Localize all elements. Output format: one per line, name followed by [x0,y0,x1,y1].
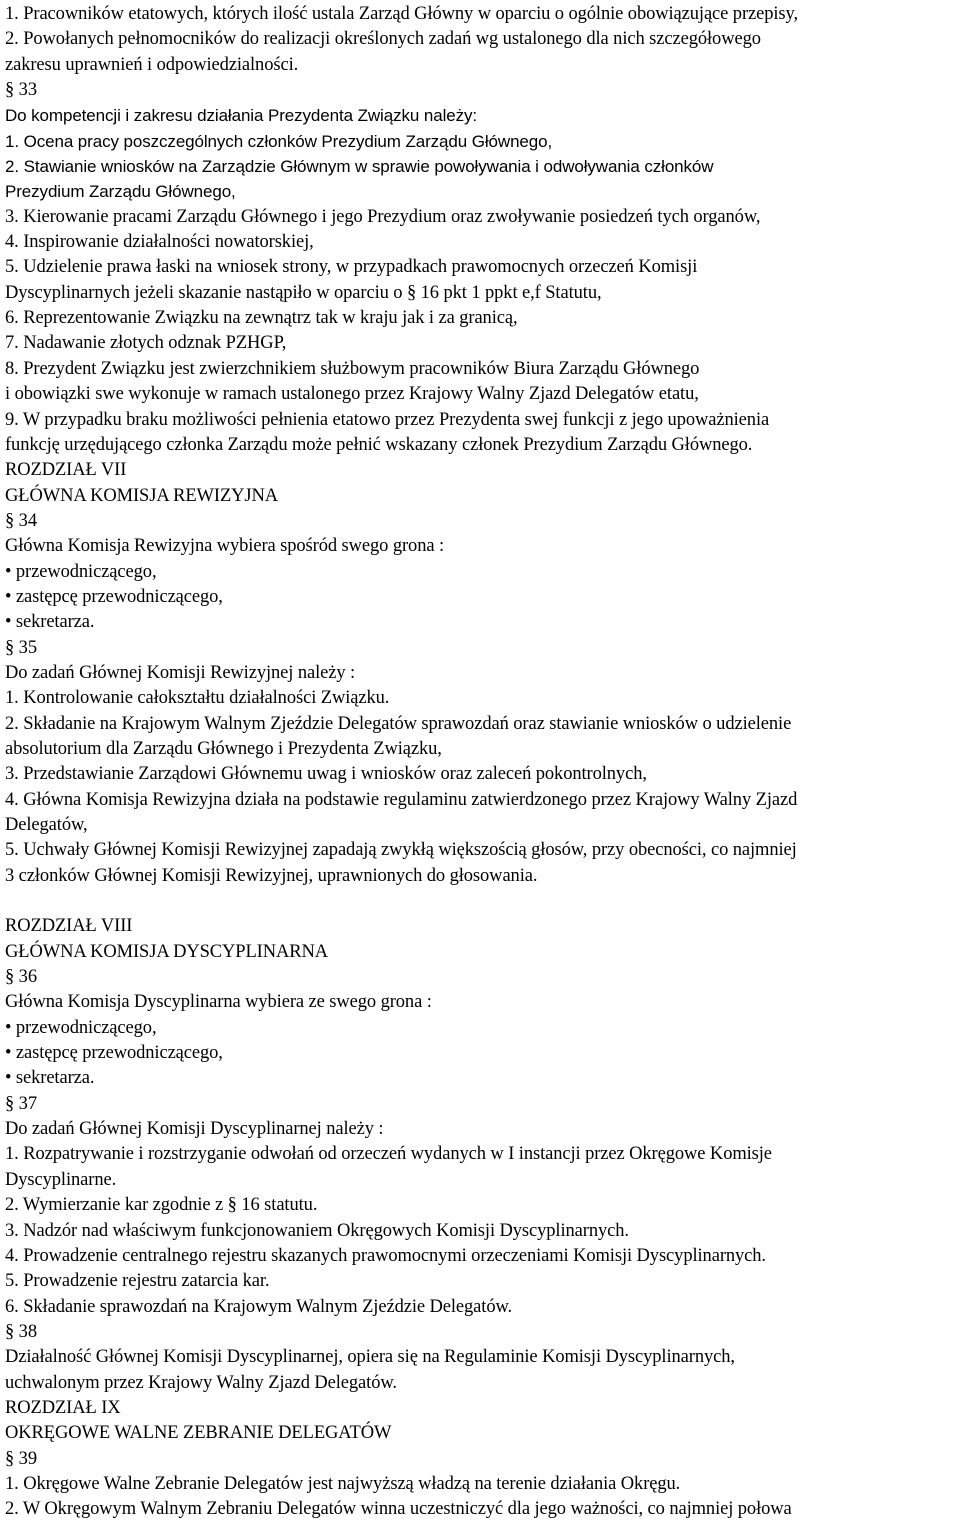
text-line: Dyscyplinarnych jeżeli skazanie nastąpiło w oparciu o § 16 pkt 1 ppkt e,f Statutu, [5,282,602,303]
text-line: 1. Kontrolowanie całokształtu działalności Związku. [5,688,390,709]
document-page [5,2,957,1523]
text-line: • zastępcę przewodniczącego, [5,586,223,607]
blank-line [5,889,957,914]
text-line: 9. W przypadku braku możliwości pełnienia etatowo przez Prezydenta swej funkcji z jego upoważnienia [5,409,770,430]
text-line: absolutorium dla Zarządu Głównego i Prezydenta Związku, [5,738,442,759]
text-line: ROZDZIAŁ VIII [5,916,133,937]
text-line: 5. Udzielenie prawa łaski na wniosek strony, w przypadkach prawomocnych orzeczeń Komisji [5,257,698,278]
text-line: i obowiązki swe wykonuje w ramach ustalonego przez Krajowy Walny Zjazd Delegatów etatu, [5,384,699,405]
text-line: funkcję urzędującego członka Zarządu może pełnić wskazany członek Prezydium Zarządu Głównego. [5,434,753,455]
text-line: 4. Inspirowanie działalności nowatorskiej, [5,232,314,253]
text-line: 3. Kierowanie pracami Zarządu Głównego i jego Prezydium oraz zwoływanie posiedzeń tych organów, [5,206,761,227]
text-line: 8. Prezydent Związku jest zwierzchnikiem służbowym pracowników Biura Zarządu Głównego [5,358,700,379]
text-line: 4. Prowadzenie centralnego rejestru skazanych prawomocnymi orzeczeniami Komisji Dyscyplinarnych. [5,1245,766,1266]
text-line: 3. Przedstawianie Zarządowi Głównemu uwag i wniosków oraz zaleceń pokontrolnych, [5,764,647,785]
text-line: Do zadań Głównej Komisji Rewizyjnej należy : [5,662,356,683]
text-line: 1. Ocena pracy poszczególnych członków Prezydium Zarządu Głównego, [5,131,553,151]
text-line: • sekretarza. [5,1068,95,1089]
text-line: Do zadań Głównej Komisji Dyscyplinarnej należy : [5,1119,384,1140]
text-line: • przewodniczącego, [5,1017,157,1038]
section-heading: § 35 [5,637,37,658]
text-line: • przewodniczącego, [5,561,157,582]
section-heading: § 33 [5,80,37,101]
text-line: 1. Pracowników etatowych, których ilość ustala Zarząd Główny w oparciu o ogólnie obowiązujące przepisy, [5,4,799,24]
text-line: 2. W Okręgowym Walnym Zebraniu Delegatów winna uczestniczyć dla jego ważności, co najmniej połowa [5,1499,792,1520]
section-heading: § 39 [5,1448,37,1469]
text-line: 4. Główna Komisja Rewizyjna działa na podstawie regulaminu zatwierdzonego przez Krajowy Walny Zjazd [5,789,798,810]
text-line: • sekretarza. [5,612,95,633]
text-line: 5. Uchwały Głównej Komisji Rewizyjnej zapadają zwykłą większością głosów, przy obecności, co najmniej [5,840,797,861]
text-line: 3. Nadzór nad właściwym funkcjonowaniem Okręgowych Komisji Dyscyplinarnych. [5,1220,629,1241]
text-line: GŁÓWNA KOMISJA REWIZYJNA [5,485,279,506]
text-line: ROZDZIAŁ VII [5,460,127,481]
text-line: 2. Wymierzanie kar zgodnie z § 16 statutu. [5,1195,318,1216]
section-heading: § 36 [5,967,37,988]
text-line: Dyscyplinarne. [5,1169,117,1190]
text-line: Działalność Głównej Komisji Dyscyplinarnej, opiera się na Regulaminie Komisji Dyscyplinarnych, [5,1347,735,1368]
text-line: 2. Składanie na Krajowym Walnym Zjeździe Delegatów sprawozdań oraz stawianie wniosków o udzielenie [5,713,792,734]
text-line: Do kompetencji i zakresu działania Prezydenta Związku należy: [5,106,478,126]
text-line: uchwalonym przez Krajowy Walny Zjazd Delegatów. [5,1372,397,1393]
text-line: Delegatów, [5,815,88,835]
text-line: 2. Stawianie wniosków na Zarządzie Głównym w sprawie powoływania i odwoływania członków [5,157,714,177]
text-line: 2. Powołanych pełnomocników do realizacji określonych zadań wg ustalonego dla nich szczegółowego [5,29,761,50]
section-heading: § 34 [5,510,37,531]
section-heading: § 38 [5,1321,37,1342]
text-line: GŁÓWNA KOMISJA DYSCYPLINARNA [5,941,329,962]
text-line: 1. Okręgowe Walne Zebranie Delegatów jest najwyższą władzą na terenie działania Okręgu. [5,1473,681,1494]
text-line: 7. Nadawanie złotych odznak PZHGP, [5,333,287,354]
text-line: OKRĘGOWE WALNE ZEBRANIE DELEGATÓW [5,1423,392,1444]
text-line: 3 członków Głównej Komisji Rewizyjnej, uprawnionych do głosowania. [5,865,538,886]
text-line: zakresu uprawnień i odpowiedzialności. [5,54,299,75]
text-line: 6. Reprezentowanie Związku na zewnątrz tak w kraju jak i za granicą, [5,308,518,329]
text-line: 6. Składanie sprawozdań na Krajowym Walnym Zjeździe Delegatów. [5,1296,513,1317]
section-heading: § 37 [5,1093,37,1114]
text-line: ROZDZIAŁ IX [5,1397,121,1418]
text-line: Prezydium Zarządu Głównego, [5,182,236,202]
text-line: Główna Komisja Rewizyjna wybiera spośród swego grona : [5,536,445,557]
text-line: Główna Komisja Dyscyplinarna wybiera ze swego grona : [5,992,432,1013]
text-line: • zastępcę przewodniczącego, [5,1043,223,1064]
text-line: 5. Prowadzenie rejestru zatarcia kar. [5,1271,270,1292]
text-line: 1. Rozpatrywanie i rozstrzyganie odwołań od orzeczeń wydanych w I instancji przez Okręgowe Komisje [5,1144,772,1165]
